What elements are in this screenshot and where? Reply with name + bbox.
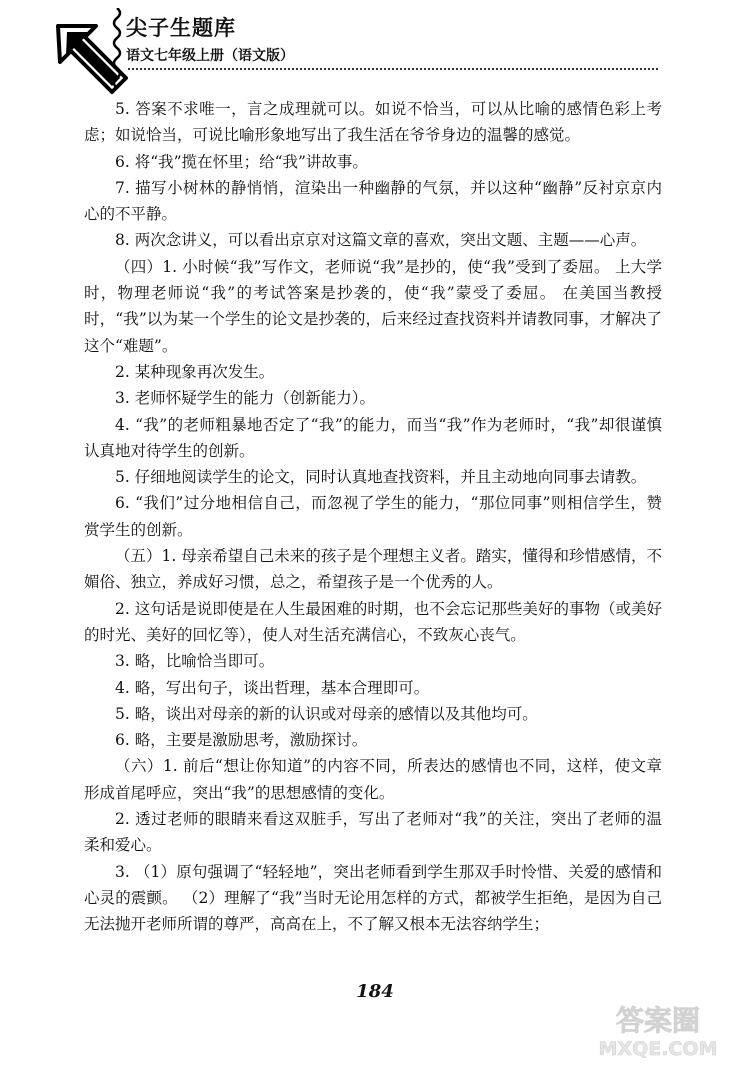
book-subtitle: 语文七年级上册（语文版） [126, 48, 294, 64]
watermark-top-text: 答案圈 [615, 1004, 701, 1037]
answer-paragraph: （五）1. 母亲希望自己未来的孩子是个理想主义者。踏实，懂得和珍惜感情，不媚俗、独立，养成好习惯，总之，希望孩子是一个优秀的人。 [84, 547, 662, 592]
answer-paragraph: 6. “我们”过分地相信自己，而忽视了学生的能力，“那位同事”则相信学生，赞赏学生的创新。 [84, 494, 662, 539]
answer-paragraph: 2. 这句话是说即使是在人生最困难的时期，也不会忘记那些美好的事物（或美好的时光、美好的回忆等），使人对生活充满信心，不致灰心丧气。 [84, 599, 662, 644]
answer-paragraph: 4. 略，写出句子，谈出哲理，基本合理即可。 [115, 678, 430, 697]
watermark-bottom-text: MXQE.COM [598, 1038, 718, 1060]
answer-paragraph: 3. （1）原句强调了“轻轻地”，突出老师看到学生那双手时怜惜、关爱的感情和心灵的震颤。 （2）理解了“我”当时无论用怎样的方式，都被学生拒绝，是因为自己无法抛开老师所谓的尊严，高高在上，不了解又根本无法容纳学生； [84, 862, 662, 934]
page-number: 184 [356, 981, 394, 1002]
answer-paragraph: 7. 描写小树林的静悄悄，渲染出一种幽静的气氛，并以这种“幽静”反衬京京内心的不平静。 [84, 178, 662, 224]
answer-paragraph: 5. 略，谈出对母亲的新的认识或对母亲的感情以及其他均可。 [115, 704, 538, 723]
book-title: 尖子生题库 [126, 16, 236, 40]
answer-paragraph: 2. 某种现象再次发生。 [115, 362, 275, 381]
site-watermark-logo [566, 1000, 746, 1062]
page-header [0, 0, 750, 95]
answer-paragraph: 8. 两次念讲义，可以看出京京对这篇文章的喜欢，突出文题、主题——心声。 [115, 231, 647, 250]
answer-paragraph: 3. 略，比喻恰当即可。 [115, 652, 275, 671]
answer-paragraph: （六）1. 前后“想让你知道”的内容不同，所表达的感情也不同，这样，使文章形成首尾呼应，突出“我”的思想感情的变化。 [84, 757, 662, 802]
answer-content [84, 96, 662, 938]
answer-paragraph: 2. 透过老师的眼睛来看这双脏手，写出了老师对“我”的关注，突出了老师的温柔和爱心。 [84, 810, 662, 855]
answer-paragraph: 5. 答案不求唯一，言之成理就可以。如说不恰当，可以从比喻的感情色彩上考虑；如说恰当，可说比喻形象地写出了我生活在爷爷身边的温馨的感觉。 [84, 100, 662, 145]
answer-paragraph: 6. 将“我”揽在怀里；给“我”讲故事。 [115, 152, 368, 171]
answer-paragraph: 4. “我”的老师粗暴地否定了“我”的能力，而当“我”作为老师时，“我”却很谨慎认真地对待学生的创新。 [84, 415, 662, 460]
answer-paragraph: 3. 老师怀疑学生的能力（创新能力）。 [115, 389, 375, 408]
header-dotted-rule [128, 68, 658, 70]
answer-paragraph: （四）1. 小时候“我”写作文，老师说“我”是抄的，使“我”受到了委屈。 上大学时，物理老师说“我”的考试答案是抄袭的，使“我”蒙受了委屈。 在美国当教授时，“我”以为某一个学生的论文是抄袭的，后来经过查找资料并请教同事，才解决了这个“难题”。 [84, 257, 662, 355]
wavy-divider-icon [110, 8, 124, 88]
answer-paragraph: 5. 仔细地阅读学生的论文，同时认真地查找资料，并且主动地向同事去请教。 [115, 468, 647, 487]
answer-paragraph: 6. 略，主要是激励思考，激励探讨。 [115, 731, 368, 750]
